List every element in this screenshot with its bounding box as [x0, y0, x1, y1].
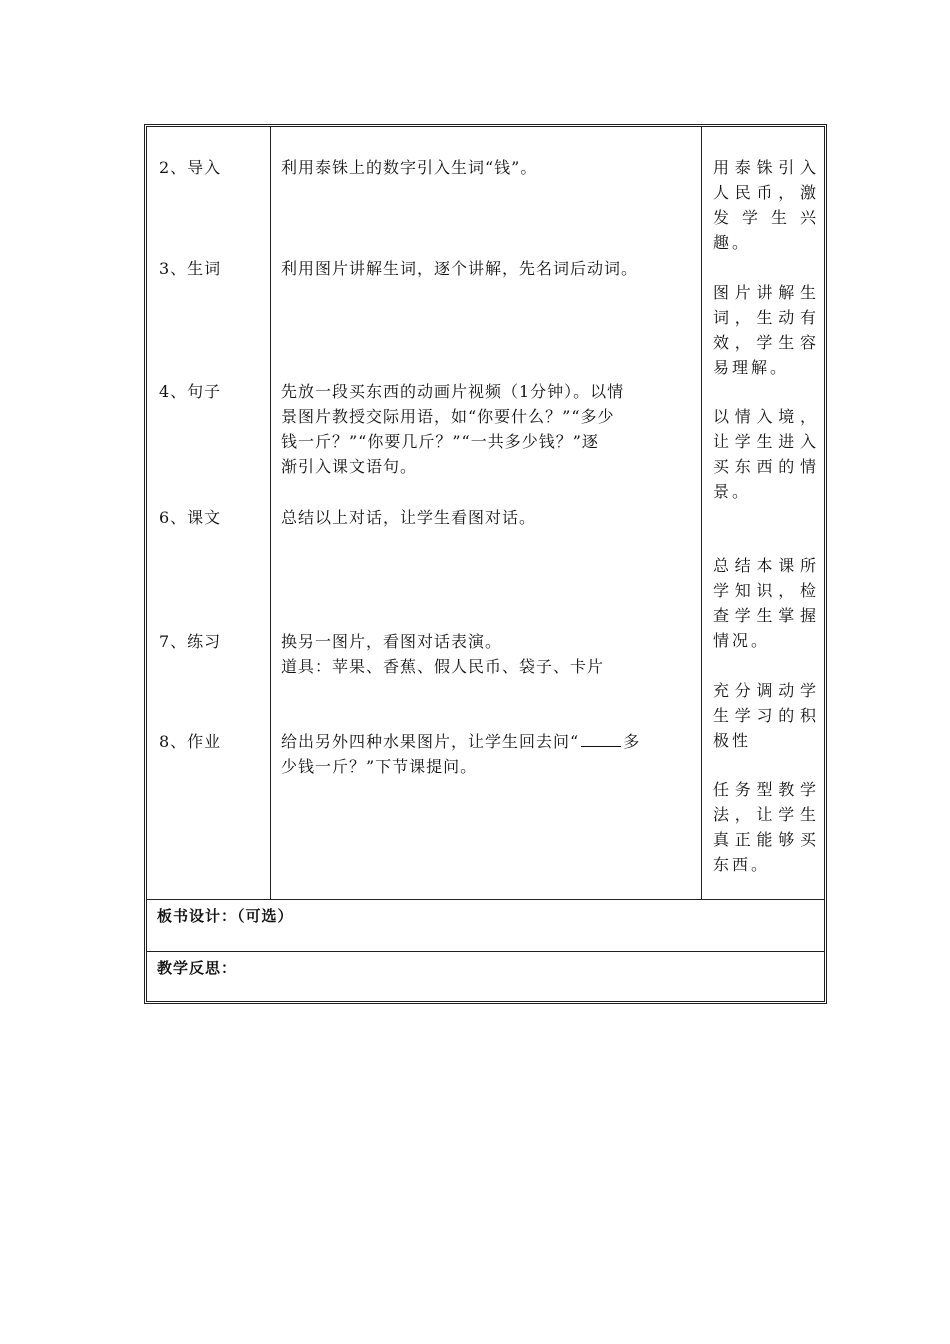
step-content-sentences-2: 景图片教授交际用语，如“你要什么？”“多少	[281, 407, 615, 426]
step-content-practice-1: 换另一图片，看图对话表演。	[281, 632, 503, 651]
fill-in-blank	[581, 732, 621, 747]
column-divider-2	[701, 127, 702, 899]
step-content-sentences-3: 钱一斤？”“你要几斤？”“一共多少钱？”逐	[281, 432, 599, 451]
step-label-sentences: 4、句子	[159, 382, 222, 401]
note-sentences: 以情入境，让学生进入买东西的情景。	[713, 407, 819, 501]
step-label-text: 6、课文	[159, 508, 222, 527]
row-divider-reflection	[147, 951, 824, 952]
reflection-label: 教学反思：	[157, 959, 238, 977]
note-practice: 充分调动学生学习的积极性	[713, 681, 819, 750]
board-design-label: 板书设计：（可选）	[157, 907, 294, 925]
step-content-sentences-1: 先放一段买东西的动画片视频（1分钟）。以情	[281, 382, 625, 401]
step-content-homework-1: 给出另外四种水果图片，让学生回去问“ 多	[281, 732, 641, 751]
note-text: 总结本课所学知识，检查学生掌握情况。	[713, 556, 819, 650]
row-divider-board	[147, 899, 824, 900]
step-content-vocab: 利用图片讲解生词，逐个讲解，先名词后动词。	[281, 259, 639, 278]
note-vocab: 图片讲解生词，生动有效，学生容易理解。	[713, 283, 819, 377]
step-content-homework-2: 少钱一斤？”下节课提问。	[281, 757, 478, 776]
step-content-intro: 利用泰铢上的数字引入生词“钱”。	[281, 158, 538, 177]
step-content-sentences-4: 渐引入课文语句。	[281, 457, 418, 476]
step-label-vocab: 3、生词	[159, 259, 222, 278]
lesson-plan-table	[144, 124, 827, 1004]
step-label-practice: 7、练习	[159, 632, 222, 651]
step-content-practice-2: 道具：苹果、香蕉、假人民币、袋子、卡片	[281, 657, 605, 676]
column-divider-1	[270, 127, 271, 899]
note-intro: 用泰铢引入人民币，激发学生兴趣。	[713, 158, 819, 252]
step-label-intro: 2、导入	[159, 158, 222, 177]
step-content-text: 总结以上对话，让学生看图对话。	[281, 508, 537, 527]
step-label-homework: 8、作业	[159, 732, 222, 751]
note-homework: 任务型教学法，让学生真正能够买东西。	[713, 780, 819, 874]
